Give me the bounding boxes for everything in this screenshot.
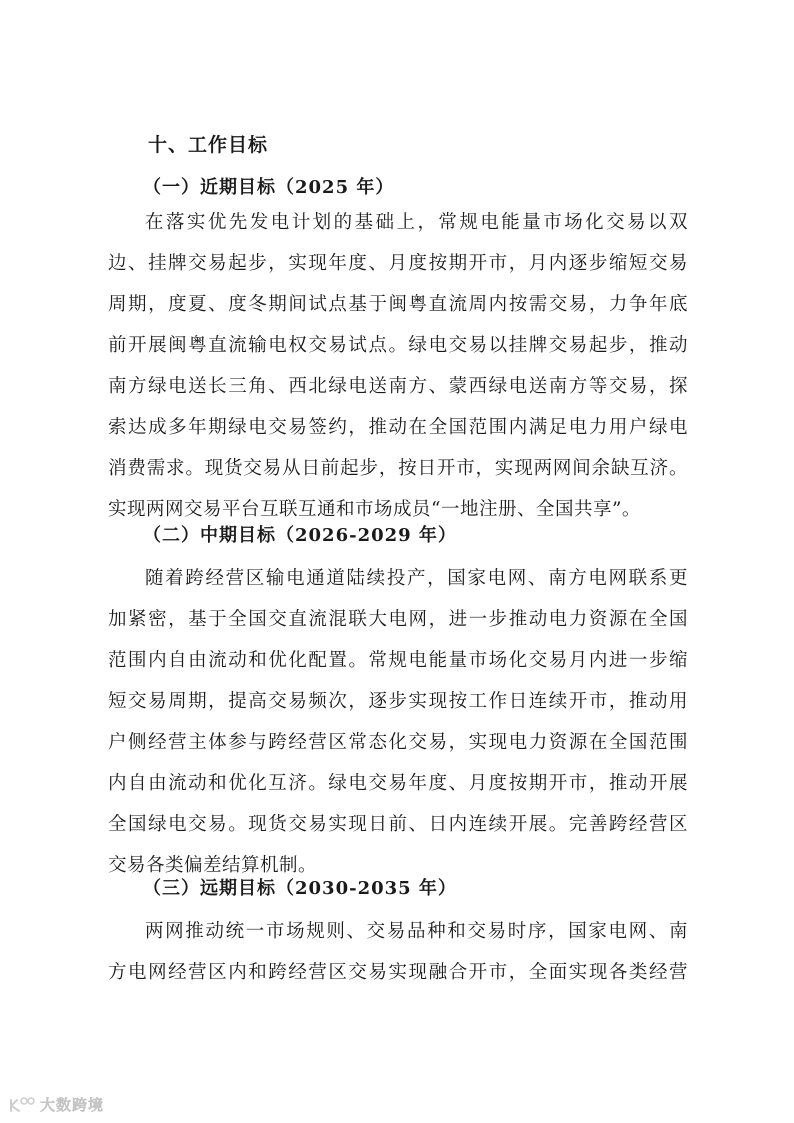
paragraph-near-term [108, 202, 688, 530]
watermark [8, 1094, 104, 1115]
paragraph-line: 交易各类偏差结算机制。 [108, 855, 318, 876]
paragraph-line: 边、挂牌交易起步，实现年度、月度按期开市，月内逐步缩短交易 [108, 253, 688, 274]
paragraph-line: 范围内自由流动和优化配置。常规电能量市场化交易月内进一步缩 [108, 650, 688, 671]
paragraph-line: 索达成多年期绿电交易签约，推动在全国范围内满足电力用户绿电 [108, 417, 688, 438]
paragraph-line: 消费需求。现货交易从日前起步，按日开市，实现两网间余缺互济。 [108, 458, 688, 479]
watermark-text: 大数跨境 [40, 1096, 105, 1114]
paragraph-line: 实现两网交易平台互联互通和市场成员“一地注册、全国共享”。 [108, 499, 641, 520]
paragraph-line: 加紧密，基于全国交直流混联大电网，进一步推动电力资源在全国 [108, 609, 688, 630]
paragraph-line: 方电网经营区内和跨经营区交易实现融合开市，全面实现各类经营 [108, 962, 688, 983]
paragraph-line: 短交易周期，提高交易频次，逐步实现按工作日连续开市，推动用 [108, 691, 688, 712]
brand-logo-icon [8, 1096, 36, 1114]
paragraph-line: 两网推动统一市场规则、交易品种和交易时序，国家电网、南 [145, 921, 688, 942]
paragraph-line: 前开展闽粤直流输电权交易试点。绿电交易以挂牌交易起步，推动 [108, 335, 688, 356]
paragraph-long-term [108, 911, 688, 993]
subsection-heading-long-term: （三）远期目标（2030-2035 年） [143, 878, 457, 899]
section-title: 十、工作目标 [148, 134, 269, 156]
subsection-heading-mid-term: （二）中期目标（2026-2029 年） [143, 525, 457, 546]
paragraph-line: 全国绿电交易。现货交易实现日前、日内连续开展。完善跨经营区 [108, 814, 688, 835]
paragraph-line: 户侧经营主体参与跨经营区常态化交易，实现电力资源在全国范围 [108, 732, 688, 753]
paragraph-line: 在落实优先发电计划的基础上，常规电能量市场化交易以双 [145, 212, 688, 233]
subsection-heading-near-term: （一）近期目标（2025 年） [143, 177, 395, 198]
paragraph-line: 周期，度夏、度冬期间试点基于闽粤直流周内按需交易，力争年底 [108, 294, 688, 315]
paragraph-line: 内自由流动和优化互济。绿电交易年度、月度按期开市，推动开展 [108, 773, 688, 794]
paragraph-line: 南方绿电送长三角、西北绿电送南方、蒙西绿电送南方等交易，探 [108, 376, 688, 397]
paragraph-mid-term [108, 558, 688, 886]
paragraph-line: 随着跨经营区输电通道陆续投产，国家电网、南方电网联系更 [145, 568, 688, 589]
